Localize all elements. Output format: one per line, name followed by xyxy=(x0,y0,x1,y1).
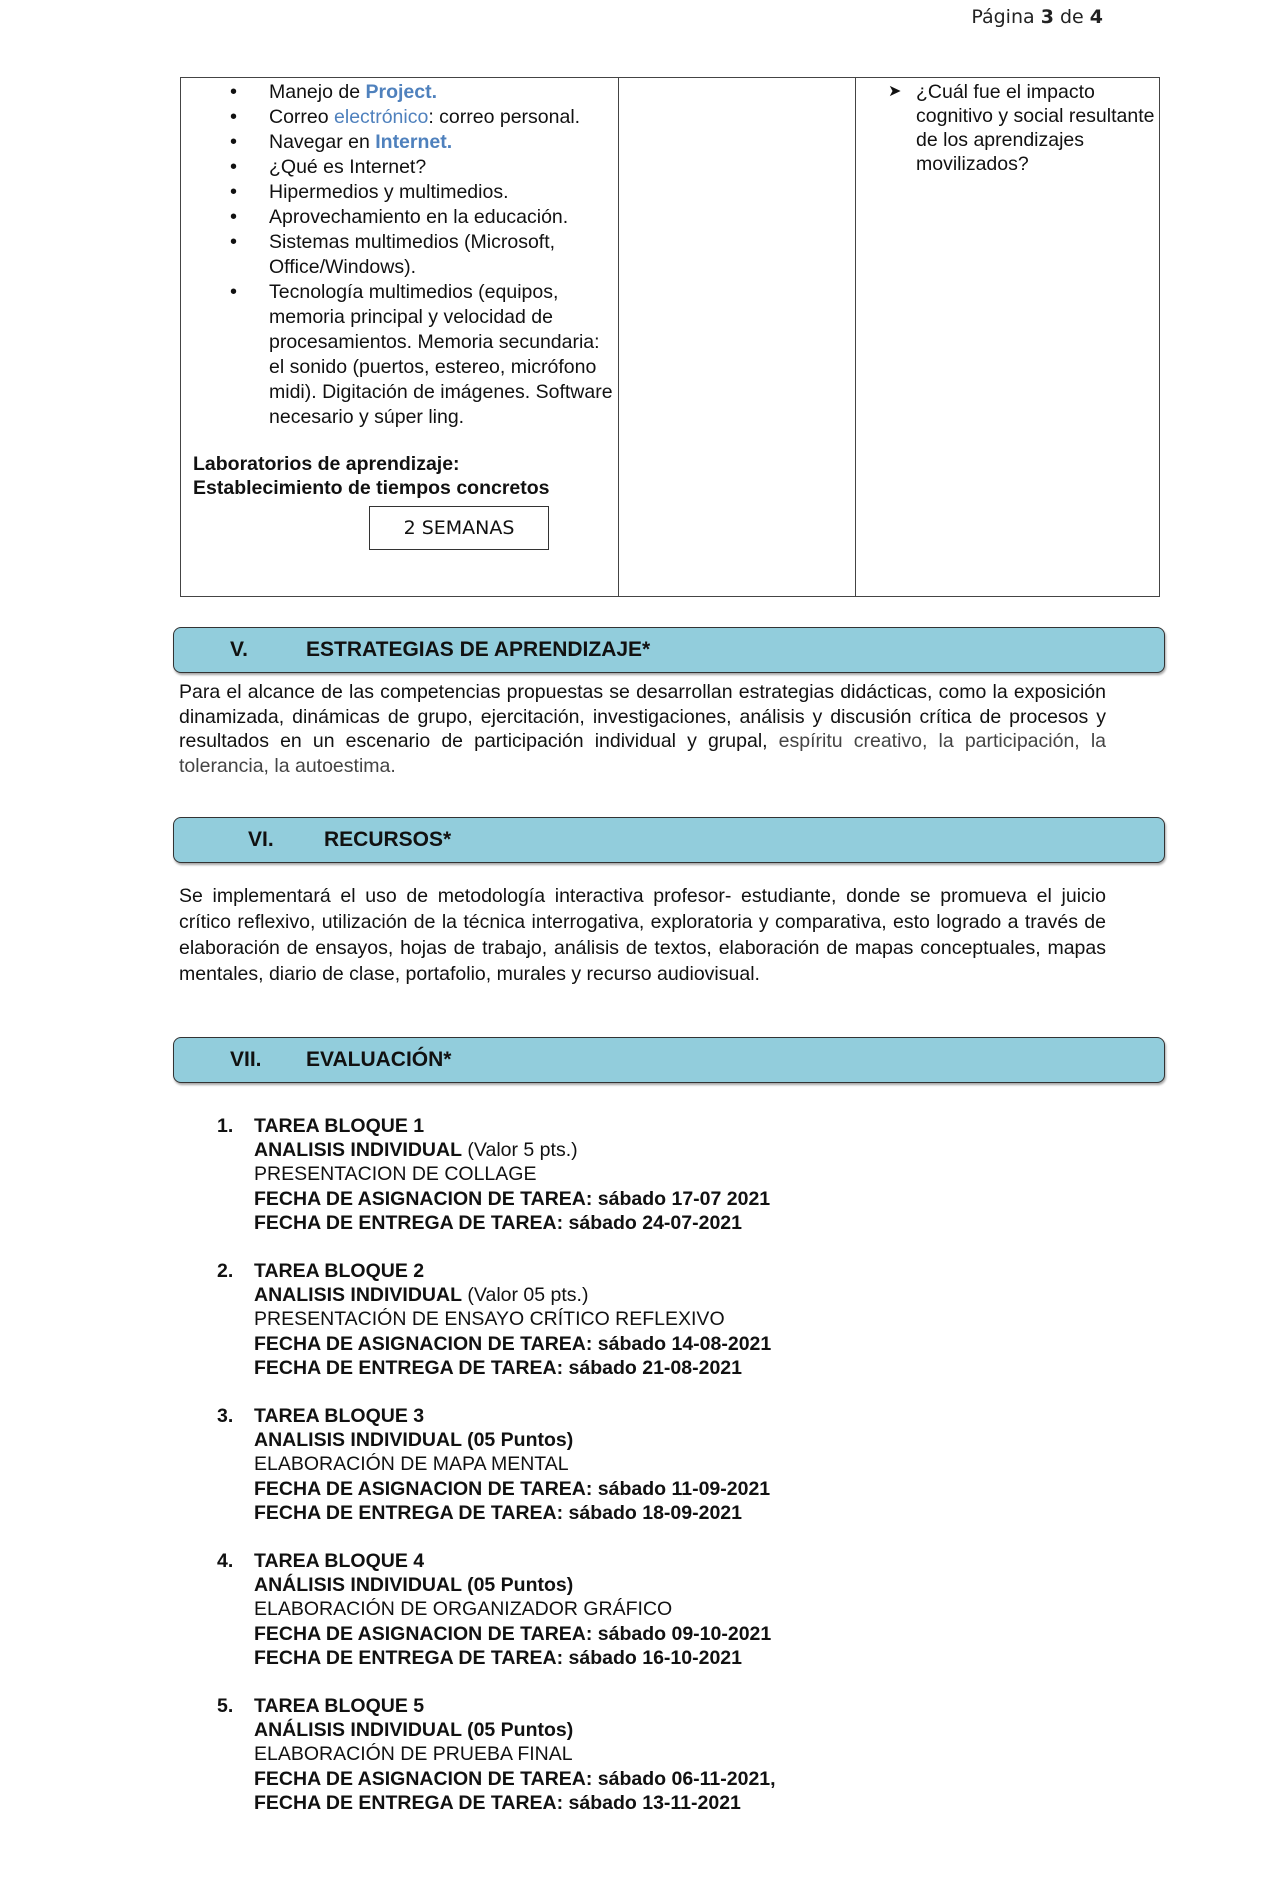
topic-text: ¿Qué es Internet? xyxy=(269,156,427,178)
assignment-date xyxy=(254,1477,1117,1501)
reflection-question xyxy=(856,78,1159,176)
due-value: sábado 21-08-2021 xyxy=(563,1356,742,1379)
task-title: TAREA BLOQUE 5 xyxy=(254,1695,425,1718)
topic-text: Correo xyxy=(269,106,335,128)
due-label: FECHA DE ENTREGA DE TAREA: xyxy=(254,1211,564,1234)
lab-title-line-2: Establecimiento de tiempos concretos xyxy=(193,477,550,499)
question-cell xyxy=(856,78,1160,597)
task-title: TAREA BLOQUE 1 xyxy=(254,1115,425,1137)
section-number: VII. xyxy=(230,1048,262,1071)
task-title: TAREA BLOQUE 2 xyxy=(254,1260,425,1283)
page-label: Página xyxy=(971,6,1035,28)
topic-item xyxy=(269,155,618,180)
resources-paragraph: Se implementará el uso de metodología interactiva profesor- estudiante, donde se promueva el juicio crítico reflexivo, utilización de la técnica interrogativa, exploratoria y comparativa, esto logrado a través de elaboración de ensayos, hojas de trabajo, análisis de textos, elaboración de mapas conceptuales, mapas mentales, diario de clase, portafolio, murales y recurso audiovisual. xyxy=(179,885,1106,985)
task-number: 2. xyxy=(217,1260,234,1283)
task-value: (05 Puntos) xyxy=(461,1719,574,1742)
due-date xyxy=(254,1211,1117,1235)
question-text: ¿Cuál fue el impacto cognitivo y social resultante de los aprendizajes movilizados? xyxy=(916,81,1155,175)
task-analysis xyxy=(254,1138,1117,1162)
task-item xyxy=(217,1259,1117,1380)
assignment-value: sábado 14-08-2021 xyxy=(592,1332,772,1355)
topics-list xyxy=(181,78,618,430)
task-number: 1. xyxy=(217,1115,234,1137)
task-activity: ELABORACIÓN DE MAPA MENTAL xyxy=(254,1453,569,1476)
task-title: TAREA BLOQUE 4 xyxy=(254,1550,425,1573)
due-value: sábado 13-11-2021 xyxy=(563,1791,741,1814)
section-number: V. xyxy=(230,638,248,661)
task-item xyxy=(217,1114,1117,1235)
section-number: VI. xyxy=(248,828,274,851)
section-header-resources xyxy=(173,817,1165,863)
topic-text: Manejo de xyxy=(269,81,366,103)
assignment-label: FECHA DE ASIGNACION DE TAREA: xyxy=(254,1767,593,1790)
task-number: 4. xyxy=(217,1550,234,1573)
task-item xyxy=(217,1694,1117,1815)
due-date xyxy=(254,1791,1117,1815)
topic-item xyxy=(269,105,618,130)
task-value: (05 Puntos) xyxy=(461,1574,574,1597)
topic-text: Tecnología multimedios (equipos, memoria principal y velocidad de procesamientos. Memoria secundaria: el sonido (puertos, estereo, micrófono midi). Digitación de imágenes. Software necesario y súper ling. xyxy=(269,281,613,428)
assignment-label: FECHA DE ASIGNACION DE TAREA: xyxy=(254,1477,593,1500)
due-label: FECHA DE ENTREGA DE TAREA: xyxy=(254,1791,564,1814)
analysis-label: ANALISIS INDIVIDUAL xyxy=(254,1429,462,1452)
page-current: 3 xyxy=(1040,6,1054,28)
task-activity: ELABORACIÓN DE ORGANIZADOR GRÁFICO xyxy=(254,1598,673,1621)
topic-item xyxy=(269,180,618,205)
topic-item xyxy=(269,80,618,105)
task-analysis xyxy=(254,1428,1117,1452)
due-value: sábado 24-07-2021 xyxy=(563,1211,742,1234)
task-value: (05 Puntos) xyxy=(461,1429,574,1452)
page-number xyxy=(971,6,1103,28)
task-activity: PRESENTACIÓN DE ENSAYO CRÍTICO REFLEXIVO xyxy=(254,1308,725,1331)
task-number: 3. xyxy=(217,1405,234,1428)
section-title: RECURSOS* xyxy=(324,828,452,851)
task-value: (Valor 05 pts.) xyxy=(462,1284,589,1307)
analysis-label: ANÁLISIS INDIVIDUAL xyxy=(254,1574,462,1597)
assignment-value: sábado 09-10-2021 xyxy=(592,1622,772,1645)
due-label: FECHA DE ENTREGA DE TAREA: xyxy=(254,1356,564,1379)
section-title: EVALUACIÓN* xyxy=(306,1048,452,1071)
topic-keyword: electrónico xyxy=(334,106,429,128)
due-date xyxy=(254,1646,1117,1670)
lab-title-line-1: Laboratorios de aprendizaje: xyxy=(193,453,460,475)
topic-keyword: Project. xyxy=(365,81,438,103)
topics-table xyxy=(180,77,1160,597)
analysis-label: ANÁLISIS INDIVIDUAL xyxy=(254,1719,462,1742)
task-activity: PRESENTACION DE COLLAGE xyxy=(254,1163,537,1186)
empty-cell xyxy=(619,78,856,597)
section-header-strategies xyxy=(173,627,1165,673)
strategies-text-continued: espíritu creativo, la participación, la tolerancia, la autoestima. xyxy=(179,730,1106,777)
assignment-value: sábado 11-09-2021 xyxy=(592,1477,771,1500)
assignment-date xyxy=(254,1187,1117,1211)
assignment-date xyxy=(254,1332,1117,1356)
topics-cell xyxy=(181,78,619,597)
task-analysis xyxy=(254,1718,1117,1742)
assignment-date xyxy=(254,1622,1117,1646)
task-item xyxy=(217,1404,1117,1525)
task-analysis xyxy=(254,1283,1117,1307)
topic-text: Navegar en xyxy=(269,131,376,153)
assignment-value: sábado 17-07 2021 xyxy=(592,1187,771,1210)
topic-keyword: Internet. xyxy=(375,131,453,153)
topic-text-end: : correo personal. xyxy=(428,106,581,128)
task-activity: ELABORACIÓN DE PRUEBA FINAL xyxy=(254,1743,573,1766)
topic-text: Sistemas multimedios (Microsoft, Office/Windows). xyxy=(269,231,556,278)
section-title: ESTRATEGIAS DE APRENDIZAJE* xyxy=(306,638,651,661)
evaluation-task-list xyxy=(217,1114,1117,1839)
due-label: FECHA DE ENTREGA DE TAREA: xyxy=(254,1646,564,1669)
assignment-value: sábado 06-11-2021, xyxy=(592,1767,776,1790)
due-value: sábado 16-10-2021 xyxy=(563,1646,742,1669)
arrow-bullet-icon: ➤ xyxy=(888,83,902,100)
strategies-text: Para el alcance de las competencias propuestas se desarrollan estrategias didácticas, como la exposición dinamizada, dinámicas de grupo, ejercitación, investigaciones, análisis y discusión crítica de procesos y resultados en un escenario de participación individual y grupal, xyxy=(179,681,1106,752)
due-value: sábado 18-09-2021 xyxy=(563,1501,742,1524)
task-analysis xyxy=(254,1573,1117,1597)
assignment-date xyxy=(254,1767,1117,1791)
task-number: 5. xyxy=(217,1695,234,1718)
lab-title xyxy=(181,430,618,500)
task-item xyxy=(217,1549,1117,1670)
duration-box: 2 SEMANAS xyxy=(369,506,549,550)
topic-item xyxy=(269,280,618,430)
assignment-label: FECHA DE ASIGNACION DE TAREA: xyxy=(254,1187,593,1210)
task-title: TAREA BLOQUE 3 xyxy=(254,1405,425,1428)
analysis-label: ANALISIS INDIVIDUAL xyxy=(254,1139,463,1162)
strategies-paragraph xyxy=(179,680,1106,778)
due-date xyxy=(254,1501,1117,1525)
topic-item xyxy=(269,130,618,155)
page-separator: de xyxy=(1059,6,1084,28)
topic-item xyxy=(269,205,618,230)
analysis-label: ANALISIS INDIVIDUAL xyxy=(254,1284,463,1307)
due-label: FECHA DE ENTREGA DE TAREA: xyxy=(254,1501,564,1524)
page-total: 4 xyxy=(1089,6,1103,28)
assignment-label: FECHA DE ASIGNACION DE TAREA: xyxy=(254,1332,593,1355)
topic-text: Aprovechamiento en la educación. xyxy=(269,206,569,228)
task-value: (Valor 5 pts.) xyxy=(462,1139,578,1162)
topic-item xyxy=(269,230,618,280)
due-date xyxy=(254,1356,1117,1380)
section-header-evaluation xyxy=(173,1037,1165,1083)
assignment-label: FECHA DE ASIGNACION DE TAREA: xyxy=(254,1622,593,1645)
topic-text: Hipermedios y multimedios. xyxy=(269,181,509,203)
